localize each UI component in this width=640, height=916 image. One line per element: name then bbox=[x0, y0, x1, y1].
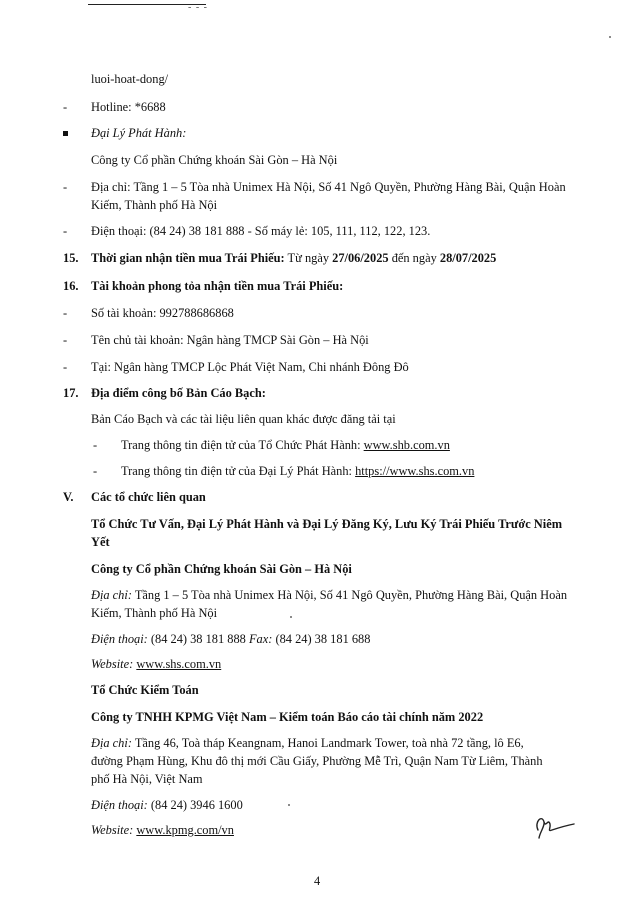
shs-phone-label: Điện thoại: bbox=[91, 632, 148, 646]
section-15-from-text: Từ ngày bbox=[284, 251, 333, 265]
scan-speck bbox=[609, 36, 611, 38]
agent-website-label: Trang thông tin điện tử của Đại Lý Phát Hành: bbox=[121, 464, 356, 478]
dash-bullet: - bbox=[63, 333, 68, 347]
shs-website-link[interactable]: www.shs.com.vn bbox=[136, 657, 222, 671]
issuing-agent-phone: Điện thoại: (84 24) 38 181 888 - Số máy lẻ: 105, 111, 112, 122, 123. bbox=[91, 224, 431, 238]
dash-bullet: - bbox=[63, 306, 68, 320]
advisor-title-line1: Tổ Chức Tư Vấn, Đại Lý Phát Hành và Đại Lý Đăng Ký, Lưu Ký Trái Phiếu Trước Niêm bbox=[91, 517, 563, 531]
hotline: Hotline: *6688 bbox=[91, 100, 166, 114]
issuer-website-link[interactable]: www.shb.com.vn bbox=[363, 438, 450, 452]
shs-address-text: Tầng 1 – 5 Tòa nhà Unimex Hà Nội, Số 41 Ngô Quyền, Phường Hàng Bài, Quận Hoàn bbox=[131, 588, 568, 602]
kpmg-address-line2: đường Phạm Hùng, Khu đô thị mới Cầu Giấy, Phường Mễ Trì, Quận Nam Từ Liêm, Thành bbox=[91, 754, 543, 768]
page-number: 4 bbox=[314, 874, 321, 888]
auditor-title: Tổ Chức Kiểm Toán bbox=[91, 683, 199, 697]
top-dashes-decoration: - - - bbox=[188, 2, 208, 13]
kpmg-address-text: Tầng 46, Toà tháp Keangnam, Hanoi Landmark Tower, toà nhà 72 tầng, lô E6, bbox=[131, 736, 524, 750]
scan-speck bbox=[288, 804, 290, 806]
section-16-title: Tài khoản phong tỏa nhận tiền mua Trái Phiếu: bbox=[91, 279, 344, 293]
section-v-number: V. bbox=[63, 490, 74, 504]
shs-website-label: Website: bbox=[91, 657, 134, 671]
account-bank: Tại: Ngân hàng TMCP Lộc Phát Việt Nam, Chi nhánh Đông Đô bbox=[91, 360, 409, 374]
shs-fax-label: Fax: bbox=[248, 632, 273, 646]
section-15-to-text: đến ngày bbox=[388, 251, 440, 265]
shs-website-line bbox=[91, 657, 221, 672]
shs-address-line1 bbox=[91, 588, 567, 603]
section-15-to-date: 28/07/2025 bbox=[439, 251, 497, 265]
kpmg-phone: (84 24) 3946 1600 bbox=[147, 798, 243, 812]
issuing-agent-heading: Đại Lý Phát Hành: bbox=[91, 126, 187, 140]
issuing-agent-address-line1: Địa chỉ: Tầng 1 – 5 Tòa nhà Unimex Hà Nội, Số 41 Ngô Quyền, Phường Hàng Bài, Quận Hoàn bbox=[91, 180, 566, 194]
dash-bullet: - bbox=[93, 438, 98, 452]
dash-bullet: - bbox=[93, 464, 98, 478]
dash-bullet: - bbox=[63, 180, 68, 194]
section-15-label: Thời gian nhận tiền mua Trái Phiếu: bbox=[91, 251, 285, 265]
issuer-website-label: Trang thông tin điện tử của Tổ Chức Phát Hành: bbox=[121, 438, 364, 452]
section-17-text: Bản Cáo Bạch và các tài liệu liên quan khác được đăng tải tại bbox=[91, 412, 396, 426]
section-15-number: 15. bbox=[63, 251, 79, 265]
square-bullet-icon bbox=[63, 131, 68, 136]
shs-company-name: Công ty Cổ phần Chứng khoán Sài Gòn – Hà Nội bbox=[91, 562, 352, 576]
dash-bullet: - bbox=[63, 360, 68, 374]
section-15-line bbox=[91, 251, 496, 266]
kpmg-address-line1 bbox=[91, 736, 524, 751]
account-number: Số tài khoản: 992788686868 bbox=[91, 306, 234, 320]
advisor-title-line2: Yết bbox=[91, 535, 110, 549]
shs-address-label: Địa chỉ: bbox=[91, 588, 132, 602]
agent-website-link[interactable]: https://www.shs.com.vn bbox=[355, 464, 475, 478]
kpmg-website-label: Website: bbox=[91, 823, 134, 837]
section-16-number: 16. bbox=[63, 279, 79, 293]
kpmg-address-label: Địa chỉ: bbox=[91, 736, 132, 750]
dash-bullet: - bbox=[63, 224, 68, 238]
kpmg-website-link[interactable]: www.kpmg.com/vn bbox=[136, 823, 234, 837]
shs-address-line2: Kiếm, Thành phố Hà Nội bbox=[91, 606, 218, 620]
issuer-website-line bbox=[121, 438, 450, 453]
account-owner: Tên chủ tài khoản: Ngân hàng TMCP Sài Gòn – Hà Nội bbox=[91, 333, 369, 347]
section-17-number: 17. bbox=[63, 386, 79, 400]
kpmg-phone-line bbox=[91, 798, 243, 813]
section-v-title: Các tổ chức liên quan bbox=[91, 490, 206, 504]
kpmg-website-line bbox=[91, 823, 234, 838]
scan-speck bbox=[290, 616, 292, 618]
agent-website-line bbox=[121, 464, 474, 479]
issuing-agent-address-line2: Kiếm, Thành phố Hà Nội bbox=[91, 198, 218, 212]
kpmg-company-name: Công ty TNHH KPMG Việt Nam – Kiểm toán Báo cáo tài chính năm 2022 bbox=[91, 710, 484, 724]
shs-phone: (84 24) 38 181 888 bbox=[147, 632, 249, 646]
dash-bullet: - bbox=[63, 100, 68, 114]
kpmg-address-line3: phố Hà Nội, Việt Nam bbox=[91, 772, 203, 786]
shs-fax: (84 24) 38 181 688 bbox=[272, 632, 371, 646]
shs-contact-line bbox=[91, 632, 370, 647]
section-15-from-date: 27/06/2025 bbox=[332, 251, 389, 265]
issuing-agent-company: Công ty Cổ phần Chứng khoán Sài Gòn – Hà Nội bbox=[91, 153, 338, 167]
section-17-title: Địa điểm công bố Bản Cáo Bạch: bbox=[91, 386, 266, 400]
url-continuation: luoi-hoat-dong/ bbox=[91, 72, 169, 86]
initials-signature-icon bbox=[530, 808, 576, 844]
kpmg-phone-label: Điện thoại: bbox=[91, 798, 148, 812]
